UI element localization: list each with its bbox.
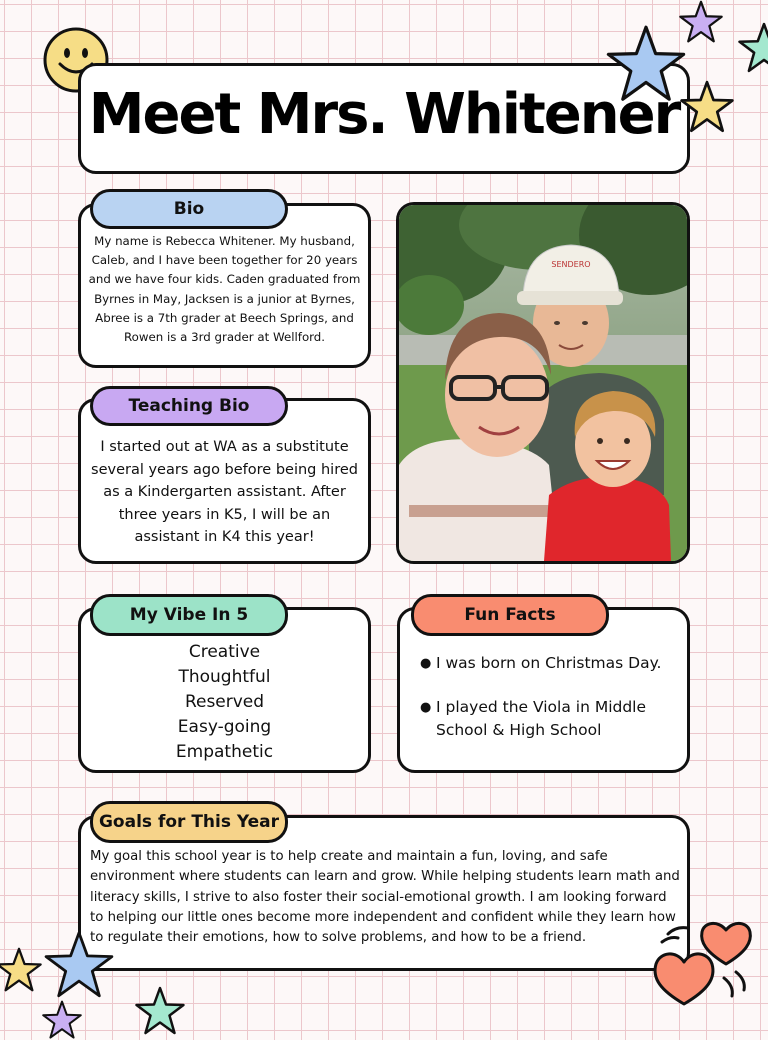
star-icon-green-bottom: [132, 986, 188, 1036]
bio-text: My name is Rebecca Whitener. My husband, Caleb, and I have been together for 20 years and we have four kids. Caden graduated from Byrnes in May, Jacksen is a junior at Byrnes, Abree is a 7th grader at Beech Springs, and Rowen is a 3rd grader at Wellford.: [88, 234, 361, 345]
vibe-heading: My Vibe In 5: [90, 594, 288, 636]
vibe-item: Creative: [188, 642, 261, 662]
bullet-icon: ●: [420, 700, 432, 715]
star-icon-purple: [676, 0, 726, 44]
fun-facts-list: [420, 652, 682, 763]
star-icon-blue: [606, 24, 686, 104]
vibe-list: [78, 640, 371, 765]
star-icon-purple-bottom: [38, 1000, 86, 1040]
star-icon-green: [738, 22, 768, 74]
page-title: Meet Mrs. Whitener: [88, 82, 680, 147]
fun-fact-text: I played the Viola in Middle School & High School: [436, 698, 647, 739]
teaching-bio-heading: Teaching Bio: [90, 386, 288, 426]
list-item: [420, 696, 682, 742]
teaching-bio-text: I started out at WA as a substitute several years ago before being hired as a Kindergarten assistant. After three years in K5, I will be an assistant in K4 this year!: [91, 439, 358, 545]
vibe-item: Easy-going: [177, 717, 272, 737]
star-icon-blue-bottom: [44, 930, 114, 1000]
vibe-item: Thoughtful: [178, 667, 271, 687]
vibe-item: Empathetic: [175, 742, 274, 762]
fun-facts-heading: Fun Facts: [411, 594, 609, 636]
star-icon-yellow-bottom: [0, 944, 42, 996]
goals-text: My goal this school year is to help create and maintain a fun, loving, and safe environment where students can learn and grow. While helping students learn math and literacy skills, I strive to also foster their social-emotional growth. I am looking forward to helping our little ones become more independent and confident while they learn how to regulate their emotions, how to solve problems, and how to be a friend.: [90, 849, 680, 946]
list-item: [420, 652, 682, 675]
fun-fact-text: I was born on Christmas Day.: [436, 654, 662, 672]
bio-heading: Bio: [90, 189, 288, 229]
hat-logo-text: SENDERO: [551, 260, 591, 269]
family-photo: [396, 202, 690, 564]
hearts-icon: [648, 912, 758, 1012]
bullet-icon: ●: [420, 656, 432, 671]
goals-heading: Goals for This Year: [90, 801, 288, 843]
star-icon-yellow: [680, 80, 734, 134]
vibe-item: Reserved: [184, 692, 265, 712]
